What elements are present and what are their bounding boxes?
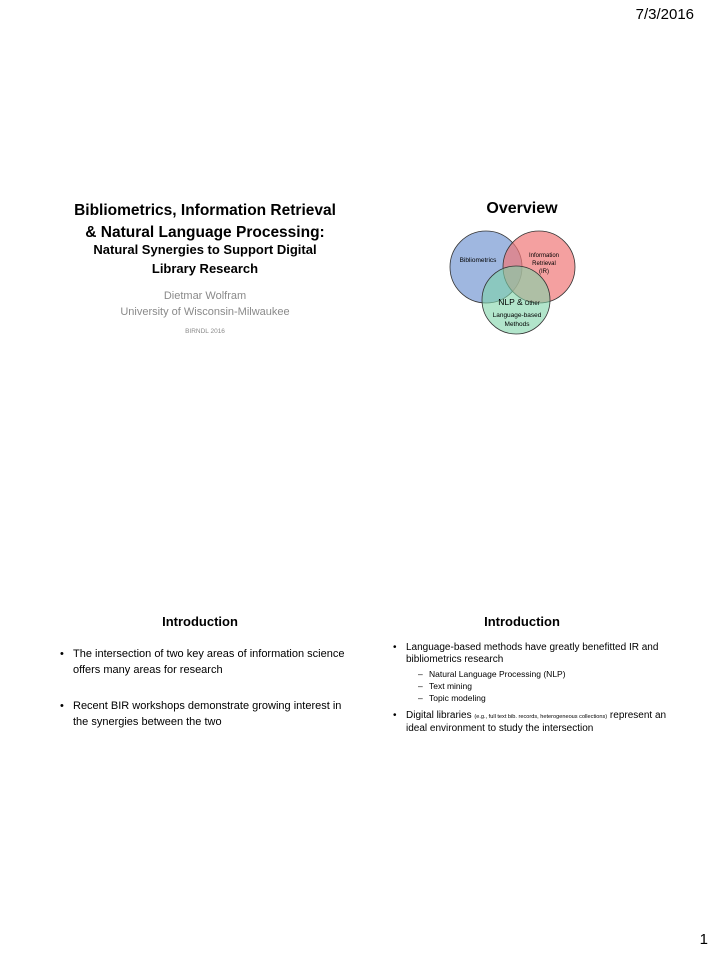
slide4-bullet1-text: Language-based methods have greatly benefitted IR and bibliometrics research <box>406 642 659 665</box>
slide4-sub-bullet: – Topic modeling <box>418 692 675 704</box>
venn-label-ir-line2: Retrieval <box>532 261 556 267</box>
venn-label-ir-line3: (IR) <box>539 269 549 275</box>
slide4-bullet-list <box>393 642 675 741</box>
slide1-title-line1: Bibliometrics, Information Retrieval <box>74 202 336 219</box>
venn-label-ir-line1: Information <box>528 253 560 259</box>
venn-diagram <box>448 228 588 340</box>
slide4-bullet2-rest: represent an ideal environment to study the intersection <box>406 710 667 734</box>
slide1-title <box>60 200 350 244</box>
slide4-sub-bullet: – Text mining <box>418 680 675 692</box>
author-name: Dietmar Wolfram <box>163 290 247 302</box>
page-number: 1 <box>699 931 708 948</box>
slide4-bullet2-lead: Digital libraries <box>406 710 472 721</box>
slide2-title: Overview <box>486 200 558 217</box>
slide1-author-block <box>60 288 350 320</box>
page-date: 7/3/2016 <box>635 6 694 23</box>
slide3-title: Introduction <box>162 614 238 629</box>
slide1-title-line2: & Natural Language Processing: <box>85 224 325 241</box>
slide4-bullet2-note: (e.g., full text bib. records, heterogeneous collections) <box>474 714 608 720</box>
venn-label-nlp-line3: Methods <box>504 321 530 328</box>
slide4-title: Introduction <box>484 614 560 629</box>
slide3-bullet: • The intersection of two key areas of information science offers many areas for research <box>60 646 345 678</box>
slide1-subtitle <box>60 240 350 278</box>
venn-label-nlp: NLP & <box>498 297 523 307</box>
slide4-bullet <box>393 642 675 704</box>
event-name: BIRNDL 2016 <box>185 328 225 335</box>
slide1-subtitle-line1: Natural Synergies to Support Digital <box>93 242 317 257</box>
slide1-subtitle-line2: Library Research <box>151 261 259 276</box>
venn-label-other: Other <box>524 301 540 307</box>
slide4-sub-list <box>406 668 675 704</box>
slide3-bullet-list <box>60 646 345 750</box>
slide4-bullet <box>393 710 675 735</box>
venn-label-nlp-line2: Language-based <box>492 312 542 319</box>
venn-label-bibliometrics: Bibliometrics <box>459 257 497 264</box>
slide4-sub-bullet: – Natural Language Processing (NLP) <box>418 668 675 680</box>
author-affiliation: University of Wisconsin-Milwaukee <box>120 306 290 318</box>
slide3-bullet: • Recent BIR workshops demonstrate growing interest in the synergies between the two <box>60 698 345 730</box>
